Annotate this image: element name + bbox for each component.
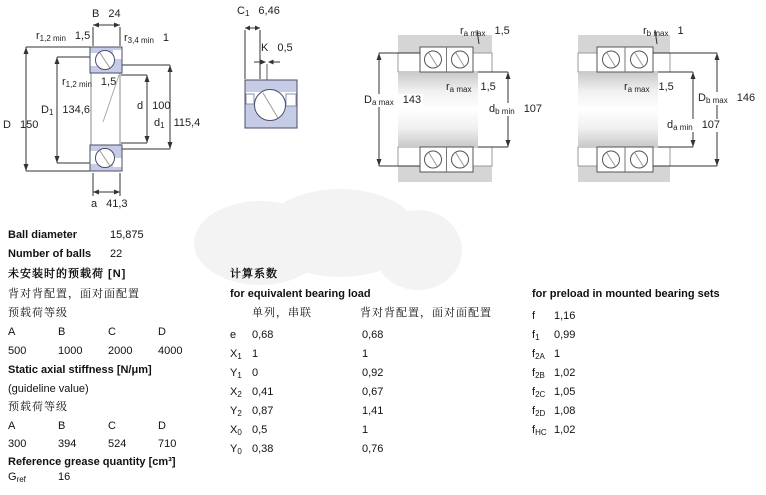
factors-title: 计算系数 (230, 268, 278, 280)
factor-value: 1,02 (554, 424, 576, 436)
figure-bearing-detail (233, 0, 345, 140)
factor-value: 1,02 (554, 367, 576, 379)
preload-unmounted-subtitle: 背对背配置，面对面配置 (8, 288, 140, 300)
dim-label-ra-mid-right-pair: $r_{a max}$ 1,5 (624, 81, 674, 94)
factor-symbol: $X_1$ (230, 348, 242, 361)
equivalent-col2-header: 背对背配置，面对面配置 (360, 307, 492, 319)
stiffness-value: 710 (158, 438, 177, 450)
col-header: A (8, 420, 16, 432)
dim-label-C1: $C_1$ 6,46 (237, 5, 280, 18)
stiffness-value: 524 (108, 438, 127, 450)
factor-value-single-tandem: 0,68 (252, 329, 274, 341)
dim-label-da: $d_{a min}$ 107 (667, 119, 721, 132)
factor-value-btb-ftf: 1,41 (362, 405, 384, 417)
factor-symbol: $f_{2C}$ (532, 386, 546, 399)
factor-symbol: $f_{2B}$ (532, 367, 545, 380)
stiffness-value: 300 (8, 438, 27, 450)
factor-symbol: $Y_2$ (230, 405, 242, 418)
dim-label-ra-top-left-pair: $r_{a max}$ 1,5 (460, 25, 510, 38)
preload-factor-row (0, 367, 766, 381)
dim-label-r12-mid: $r_{1,2 min}$ 1,5 (62, 76, 117, 89)
dim-label-Da: $D_{a max}$ 143 (364, 94, 422, 107)
factor-value: 0,99 (554, 329, 576, 341)
dim-label-db: $d_{b min}$ 107 (489, 103, 543, 116)
factor-symbol: $Y_1$ (230, 367, 242, 380)
factor-value: 1,16 (554, 310, 576, 322)
factor-value-btb-ftf: 1 (362, 348, 369, 360)
ball-diameter-label: Ball diameter (8, 229, 78, 241)
preload-factor-row (0, 405, 766, 419)
dim-label-d1: $d_1$ 115,4 (154, 117, 201, 130)
dim-label-Db: $D_{b max}$ 146 (698, 92, 756, 105)
grease-value: 16 (58, 471, 71, 483)
preload-mounted-title: for preload in mounted bearing sets (532, 288, 720, 300)
preload-factor-row (0, 310, 766, 324)
preload-factor-row (0, 424, 766, 438)
factor-value-btb-ftf: 0,67 (362, 386, 384, 398)
factor-symbol: $X_0$ (230, 424, 242, 437)
watermark (190, 188, 470, 298)
factor-value: 1,05 (554, 386, 576, 398)
factor-symbol: $f_{2D}$ (532, 405, 546, 418)
col-header: D (158, 326, 166, 338)
factor-value-single-tandem: 0 (252, 367, 259, 379)
preload-factor-row (0, 348, 766, 362)
factor-value: 1,08 (554, 405, 576, 417)
dim-label-B: B 24 (92, 8, 121, 20)
preload-value: 4000 (158, 345, 183, 357)
dim-label-r12-top: $r_{1,2 min}$ 1,5 (36, 30, 91, 43)
factor-value-btb-ftf: 1 (362, 424, 369, 436)
ball-diameter-value: 15,875 (110, 229, 144, 241)
grease-title: Reference grease quantity [cm³] (8, 456, 176, 468)
preload-class-label: 预载荷等级 (8, 307, 68, 319)
equivalent-load-title: for equivalent bearing load (230, 288, 371, 300)
equivalent-col1-header: 单列，串联 (252, 307, 312, 319)
factor-symbol: $Y_0$ (230, 443, 242, 456)
factor-symbol: $f_{HC}$ (532, 424, 547, 437)
factor-value-single-tandem: 1 (252, 348, 259, 360)
factor-symbol: f (532, 310, 536, 322)
preload-value: 500 (8, 345, 27, 357)
col-header: C (108, 326, 116, 338)
preload-unmounted-title: 未安装时的预载荷 [N] (8, 268, 127, 280)
dim-label-r34-top: $r_{3,4 min}$ 1 (124, 32, 170, 45)
figure-bearing-cross-section (0, 0, 232, 222)
factor-value-btb-ftf: 0,76 (362, 443, 384, 455)
preload-factor-row (0, 386, 766, 400)
col-header: C (108, 420, 116, 432)
preload-value: 2000 (108, 345, 133, 357)
factor-row (0, 443, 766, 457)
factor-symbol: $X_2$ (230, 386, 242, 399)
dim-label-d: d 100 (137, 100, 171, 112)
dim-label-K: K 0,5 (261, 42, 293, 54)
factor-symbol: $f_1$ (532, 329, 540, 342)
factor-value-single-tandem: 0,38 (252, 443, 274, 455)
grease-symbol: $G_{ref}$ (8, 471, 26, 484)
factor-value-btb-ftf: 0,92 (362, 367, 384, 379)
dim-label-D: D 150 (3, 119, 39, 131)
stiffness-value: 394 (58, 438, 77, 450)
dim-label-ra-mid-left-pair: $r_{a max}$ 1,5 (446, 81, 496, 94)
factor-value-single-tandem: 0,5 (252, 424, 268, 436)
factor-value-btb-ftf: 0,68 (362, 329, 384, 341)
preload-factor-row (0, 329, 766, 343)
dim-label-D1: $D_1$ 134,6 (41, 104, 90, 117)
stiffness-title: Static axial stiffness [N/μm] (8, 364, 152, 376)
col-header: A (8, 326, 16, 338)
factor-value-single-tandem: 0,41 (252, 386, 274, 398)
factor-symbol: e (230, 329, 237, 341)
col-header: B (58, 326, 66, 338)
stiffness-subtitle: (guideline value) (8, 383, 89, 395)
factor-symbol: $f_{2A}$ (532, 348, 545, 361)
dim-label-a: a 41,3 (91, 198, 128, 210)
factor-value: 1 (554, 348, 561, 360)
number-of-balls-value: 22 (110, 248, 123, 260)
stiffness-class-label: 预载荷等级 (8, 401, 68, 413)
number-of-balls-label: Number of balls (8, 248, 92, 260)
col-header: D (158, 420, 166, 432)
col-header: B (58, 420, 66, 432)
dim-label-rb-top-right-pair: $r_{b max}$ 1 (643, 25, 684, 38)
factor-value-single-tandem: 0,87 (252, 405, 274, 417)
preload-value: 1000 (58, 345, 83, 357)
